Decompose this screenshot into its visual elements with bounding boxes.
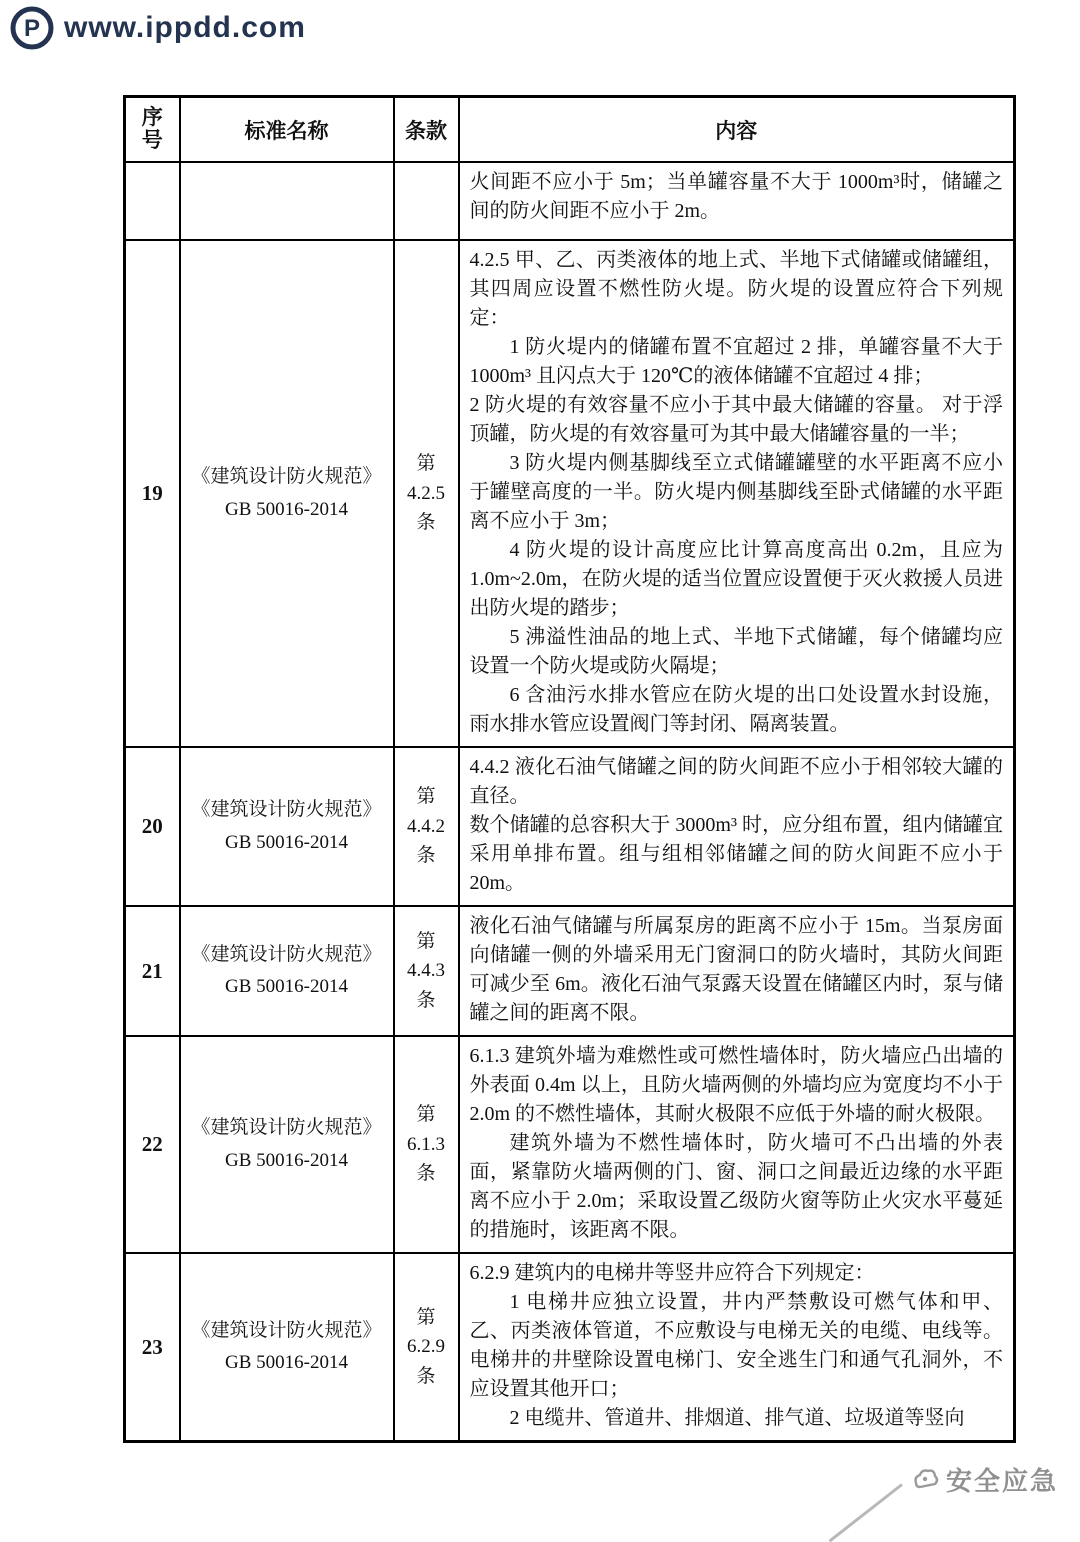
content-paragraph: 6.2.9 建筑内的电梯井等竖井应符合下列规定： bbox=[469, 1262, 875, 1285]
clause-line: 条 bbox=[416, 512, 436, 534]
row-number-cell: 21 bbox=[125, 906, 180, 1036]
standard-name-line: GB 50016-2014 bbox=[225, 498, 348, 520]
content-paragraph: 3 防火堤内侧基脚线至立式储罐罐壁的水平距离不应小于罐壁高度的一半。防火堤内侧基脚线至卧式储罐的水平距离不应小于 3m； bbox=[469, 452, 1003, 533]
clause-line: 条 bbox=[416, 989, 436, 1011]
clause-line: 第 bbox=[416, 1306, 436, 1328]
row-number-cell bbox=[125, 162, 180, 240]
site-header bbox=[10, 6, 306, 50]
standard-name-line: 《建筑设计防火规范》 bbox=[191, 466, 382, 488]
row-number-cell: 19 bbox=[125, 240, 180, 747]
standard-name-line: 《建筑设计防火规范》 bbox=[191, 799, 382, 821]
content-paragraph: 4.2.5 甲、乙、丙类液体的地上式、半地下式储罐或储罐组，其四周应设置不燃性防火堤。防火堤的设置应符合下列规定： bbox=[469, 249, 1003, 330]
clause-line: 第 bbox=[416, 930, 436, 952]
svg-text:P: P bbox=[23, 15, 41, 42]
clause-cell bbox=[394, 747, 459, 906]
content-paragraph: 4.4.2 液化石油气储罐之间的防火间距不应小于相邻较大罐的直径。 bbox=[469, 756, 1003, 808]
row-number-cell: 20 bbox=[125, 747, 180, 906]
table-row bbox=[125, 240, 1015, 747]
content-paragraph: 1 电梯井应独立设置，井内严禁敷设可燃气体和甲、乙、丙类液体管道，不应敷设与电梯无关的电缆、电线等。电梯井的井壁除设置电梯门、安全逃生门和通气孔洞外，不应设置其他开口； bbox=[469, 1291, 1003, 1401]
content-paragraph: 6.1.3 建筑外墙为难燃性或可燃性墙体时，防火墙应凸出墙的外表面 0.4m 以上，且防火墙两侧的外墙均应为宽度均不小于 2.0m 的不燃性墙体，其耐火极限不应低于外墙的耐火极限。 bbox=[469, 1045, 1003, 1126]
content-paragraph: 火间距不应小于 5m；当单罐容量不大于 1000m³时，储罐之间的防火间距不应小于 2m。 bbox=[469, 171, 1003, 223]
column-header-clause: 条款 bbox=[394, 97, 459, 163]
content-paragraph: 6 含油污水排水管应在防火堤的出口处设置水封设施，雨水排水管应设置阀门等封闭、隔离装置。 bbox=[469, 684, 1003, 736]
clause-line: 6.2.9 bbox=[407, 1336, 445, 1358]
clause-line: 4.4.2 bbox=[407, 815, 445, 837]
table-row bbox=[125, 162, 1015, 240]
watermark-text: 安全应急 bbox=[945, 1466, 1058, 1496]
column-header-no bbox=[125, 97, 180, 163]
clause-line: 第 bbox=[416, 453, 436, 475]
standards-table bbox=[123, 95, 1016, 1443]
site-name: www.ippdd.com bbox=[64, 11, 306, 44]
standard-name-cell bbox=[180, 162, 394, 240]
site-logo-icon bbox=[10, 6, 54, 50]
clause-line: 第 bbox=[416, 786, 436, 808]
clause-line: 条 bbox=[416, 1163, 436, 1185]
content-paragraph: 1 防火堤内的储罐布置不宜超过 2 排，单罐容量不大于 1000m³ 且闪点大于 120℃的液体储罐不宜超过 4 排； bbox=[469, 336, 1003, 388]
standard-name-line: 《建筑设计防火规范》 bbox=[191, 1117, 382, 1139]
table-row bbox=[125, 1253, 1015, 1442]
content-paragraph: 2 电缆井、管道井、排烟道、排气道、垃圾道等竖向 bbox=[509, 1407, 965, 1430]
standard-name-cell bbox=[180, 906, 394, 1036]
clause-cell bbox=[394, 240, 459, 747]
content-cell bbox=[459, 1253, 1015, 1442]
table-header-row bbox=[125, 97, 1015, 163]
content-cell bbox=[459, 240, 1015, 747]
standard-name-cell bbox=[180, 1253, 394, 1442]
standard-name-line: GB 50016-2014 bbox=[225, 976, 348, 998]
clause-cell bbox=[394, 906, 459, 1036]
content-paragraph: 4 防火堤的设计高度应比计算高度高出 0.2m，且应为 1.0m~2.0m，在防火堤的适当位置应设置便于灭火救援人员进出防火堤的踏步； bbox=[469, 539, 1003, 620]
clause-line: 6.1.3 bbox=[407, 1133, 445, 1155]
clause-line: 条 bbox=[416, 845, 436, 867]
watermark-icon bbox=[910, 1465, 940, 1495]
table-row bbox=[125, 747, 1015, 906]
clause-line: 条 bbox=[416, 1365, 436, 1387]
watermark-line bbox=[829, 1483, 903, 1542]
content-paragraph: 2 防火堤的有效容量不应小于其中最大储罐的容量。 对于浮顶罐，防火堤的有效容量可为其中最大储罐容量的一半； bbox=[469, 394, 1003, 446]
standard-name-line: GB 50016-2014 bbox=[225, 831, 348, 853]
table-body bbox=[125, 162, 1015, 1442]
content-cell bbox=[459, 162, 1015, 240]
column-header-content: 内容 bbox=[459, 97, 1015, 163]
clause-cell bbox=[394, 1036, 459, 1253]
content-cell bbox=[459, 906, 1015, 1036]
table-row bbox=[125, 906, 1015, 1036]
row-number-cell: 22 bbox=[125, 1036, 180, 1253]
table-row bbox=[125, 1036, 1015, 1253]
clause-line: 第 bbox=[416, 1104, 436, 1126]
content-paragraph: 数个储罐的总容积大于 3000m³ 时，应分组布置，组内储罐宜采用单排布置。组与组相邻储罐之间的防火间距不应小于 20m。 bbox=[469, 814, 1003, 895]
content-paragraph: 液化石油气储罐与所属泵房的距离不应小于 15m。当泵房面向储罐一侧的外墙采用无门窗洞口的防火墙时，其防火间距可减少至 6m。液化石油气泵露天设置在储罐区内时，泵与储罐之间的距离不限。 bbox=[469, 915, 1003, 1025]
content-paragraph: 5 沸溢性油品的地上式、半地下式储罐，每个储罐均应设置一个防火堤或防火隔堤； bbox=[469, 626, 1003, 678]
standard-name-line: GB 50016-2014 bbox=[225, 1149, 348, 1171]
content-cell bbox=[459, 747, 1015, 906]
standard-name-line: 《建筑设计防火规范》 bbox=[191, 943, 382, 965]
watermark bbox=[910, 1461, 1058, 1498]
clause-line: 4.2.5 bbox=[407, 482, 445, 504]
standard-name-cell bbox=[180, 240, 394, 747]
content-paragraph: 建筑外墙为不燃性墙体时，防火墙可不凸出墙的外表面，紧靠防火墙两侧的门、窗、洞口之间最近边缘的水平距离不应小于 2.0m；采取设置乙级防火窗等防止火灾水平蔓延的措施时，该距离不限。 bbox=[469, 1132, 1003, 1242]
clause-cell bbox=[394, 1253, 459, 1442]
column-header-no-label: 序号 bbox=[141, 105, 163, 153]
standard-name-cell bbox=[180, 747, 394, 906]
row-number-cell: 23 bbox=[125, 1253, 180, 1442]
standard-name-line: 《建筑设计防火规范》 bbox=[191, 1319, 382, 1341]
standard-name-line: GB 50016-2014 bbox=[225, 1352, 348, 1374]
content-cell bbox=[459, 1036, 1015, 1253]
column-header-standard: 标准名称 bbox=[180, 97, 394, 163]
standard-name-cell bbox=[180, 1036, 394, 1253]
clause-line: 4.4.3 bbox=[407, 960, 445, 982]
clause-cell bbox=[394, 162, 459, 240]
